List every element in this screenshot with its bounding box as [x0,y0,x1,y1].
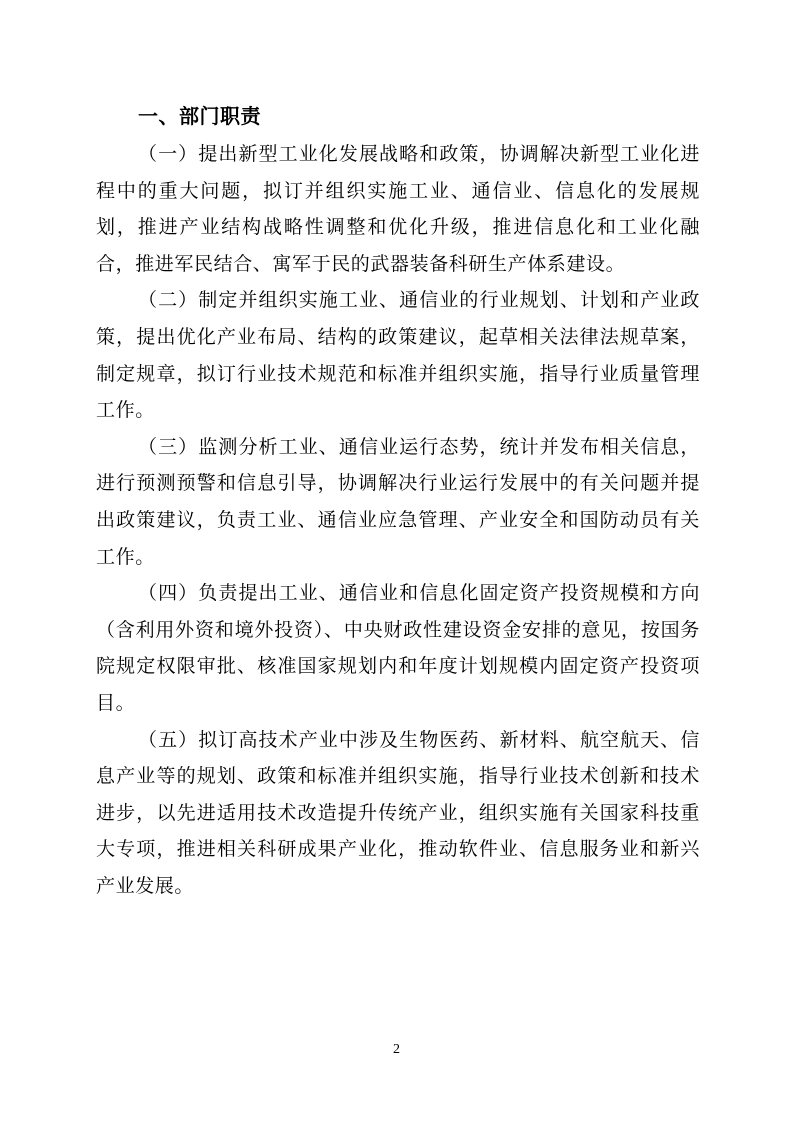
paragraph-4: （四）负责提出工业、通信业和信息化固定资产投资规模和方向（含利用外资和境外投资）、中央财政性建设资金安排的意见，按国务院规定权限审批、核准国家规划内和年度计划规模内固定资产投资项目。 [96,582,700,714]
page-number: 2 [393,1042,400,1057]
paragraph-1: （一）提出新型工业化发展战略和政策，协调解决新型工业化进程中的重大问题，拟订并组织实施工业、通信业、信息化的发展规划，推进产业结构战略性调整和优化升级，推进信息化和工业化融合，推进军民结合、寓军于民的武器装备科研生产体系建设。 [96,143,700,275]
page-body [96,96,700,904]
paragraph-3: （三）监测分析工业、通信业运行态势，统计并发布相关信息，进行预测预警和信息引导，协调解决行业运行发展中的有关问题并提出政策建议，负责工业、通信业应急管理、产业安全和国防动员有关工作。 [96,435,700,568]
paragraph-5: （五）拟订高技术产业中涉及生物医药、新材料、航空航天、信息产业等的规划、政策和标准并组织实施，指导行业技术创新和技术进步，以先进适用技术改造提升传统产业，组织实施有关国家科技重大专项，推进相关科研成果产业化，推动软件业、信息服务业和新兴产业发展。 [96,728,700,897]
section-heading: 一、部门职责 [138,104,261,128]
paragraph-2: （二）制定并组织实施工业、通信业的行业规划、计划和产业政策，提出优化产业布局、结构的政策建议，起草相关法律法规草案，制定规章，拟订行业技术规范和标准并组织实施，指导行业质量管理工作。 [96,289,700,422]
